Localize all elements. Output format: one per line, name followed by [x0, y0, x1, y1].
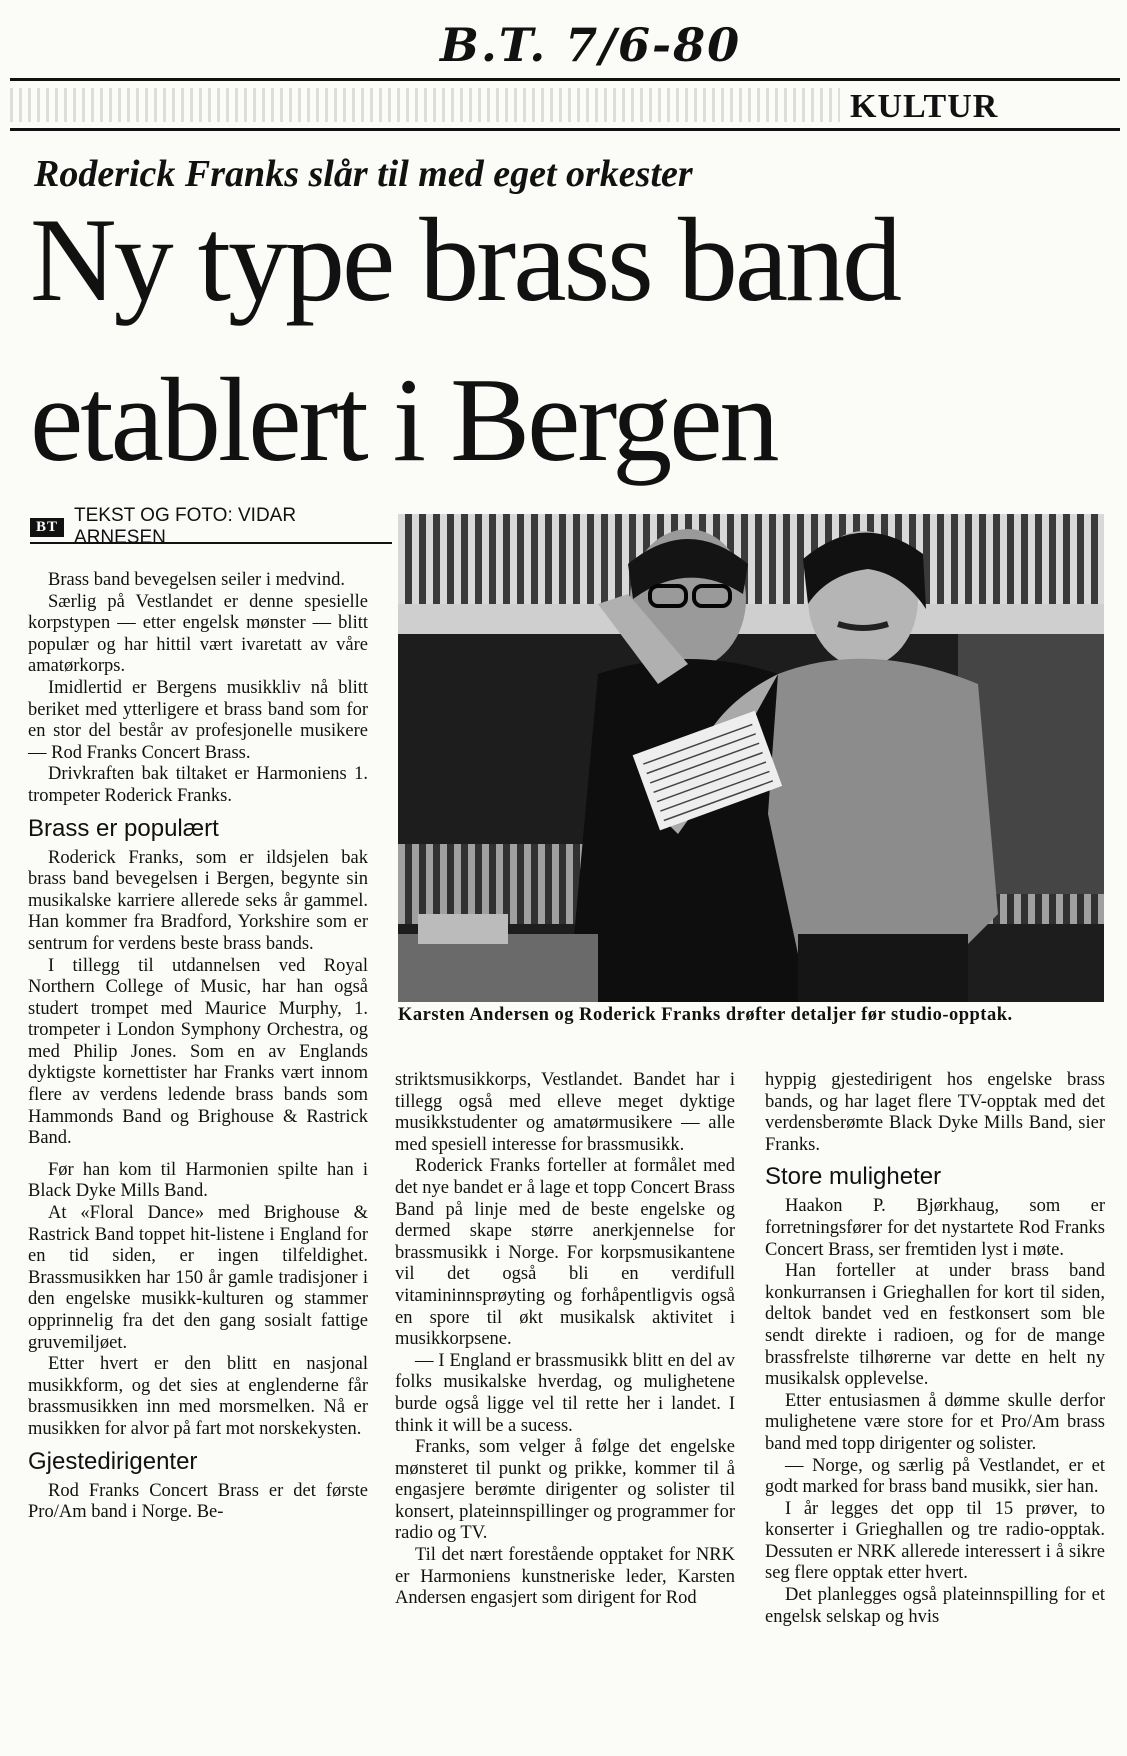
kicker-headline: Roderick Franks slår til med eget orkester: [34, 153, 693, 195]
paragraph: Han forteller at under brass band konkurransen i Grieghallen for kort til siden, deltok bandet ved en festkonsert som ble sendt direkte i radioen, og for de mange brassfrelste tilhørerne var dette en helt ny musikalsk opplevelse.: [765, 1261, 1105, 1390]
article-photo: [398, 514, 1104, 1002]
paragraph: Roderick Franks forteller at formålet med det nye bandet er å lage et topp Concert Brass Band på linje med de beste engelske og dermed skape større anerkjennelse for brassmusikk i Norge. For korpsmusikantene vil det også bli en verdifull vitamininnsprøyting og forhåpentligvis også en spore til økt musikalsk aktivitet i musikkorpsene.: [395, 1156, 735, 1350]
paragraph: Rod Franks Concert Brass er det første Pro/Am band i Norge. Be-: [28, 1480, 368, 1523]
article-column-2: [395, 1070, 735, 1610]
subheading: Brass er populært: [28, 814, 219, 842]
top-rule: [10, 78, 1120, 81]
section-label: KULTUR: [850, 88, 999, 125]
article-column-3: [765, 1070, 1105, 1628]
section-rule: [10, 128, 1120, 131]
article-column-1: [28, 570, 368, 1524]
photo-illustration: [398, 514, 1104, 1002]
byline: [30, 505, 392, 548]
paragraph: hyppig gjestedirigent hos engelske brass bands, og har laget flere TV-opptak med det verdensberømte Black Dyke Mills Band, sier Franks.: [765, 1070, 1105, 1155]
handwritten-date-note: B.T. 7/6-80: [440, 18, 742, 72]
subheading: Gjestedirigenter: [28, 1447, 198, 1475]
headline-line-2: etablert i Bergen: [30, 353, 777, 486]
subheading: Store muligheter: [765, 1163, 942, 1191]
faded-bleed-through: [10, 88, 840, 122]
headline-line-1: Ny type brass band: [30, 193, 900, 326]
paragraph: Det planlegges også plateinnspilling for et engelsk selskap og hvis: [765, 1585, 1105, 1627]
paragraph: Haakon P. Bjørkhaug, som er forretningsfører for det nystartete Rod Franks Concert Brass, ser fremtiden lyst i møte.: [765, 1196, 1105, 1260]
paragraph: Særlig på Vestlandet er denne spesielle korpstypen — etter engelsk mønster — blitt populær og har hittil vært ivaretatt av våre amatørkorps.: [28, 591, 368, 677]
paragraph: Brass band bevegelsen seiler i medvind.: [48, 570, 345, 590]
paragraph: I år legges det opp til 15 prøver, to konserter i Grieghallen og tre radio-opptak. Dessuten er NRK allerede interessert i å sikre seg flere opptak etter hvert.: [765, 1498, 1105, 1584]
paragraph: — I England er brassmusikk blitt en del av folks musikalske hverdag, og mulighetene burde også ligge vel til rette her i landet. I think it will be a sucess.: [395, 1350, 735, 1436]
paragraph: Franks, som velger å følge det engelske mønsteret til punkt og prikke, kommer til å engasjere berømte dirigenter og solister til konsert, plateinnspillinger og programmer for radio og TV.: [395, 1437, 735, 1544]
paragraph: Roderick Franks, som er ildsjelen bak brass band bevegelsen i Bergen, begynte sin musikalske karriere allerede seks år gammel. Han kommer fra Bradford, Yorkshire som er sentrum for verdens beste brass bands.: [28, 847, 368, 954]
paragraph: Etter entusiasmen å dømme skulle derfor mulighetene være store for et Pro/Am brass band med topp dirigenter og solister.: [765, 1390, 1105, 1454]
paragraph: Til det nært forestående opptaket for NRK er Harmoniens kunstneriske leder, Karsten Andersen engasjert som dirigent for Rod: [395, 1545, 735, 1609]
paragraph: Etter hvert er den blitt en nasjonal musikkform, og det sies at englenderne får brassmusikken inn med morsmelken. Nå er musikken for alvor på fart mot norskekysten.: [28, 1354, 368, 1439]
byline-text: TEKST OG FOTO: VIDAR ARNESEN: [74, 505, 297, 548]
paragraph: At «Floral Dance» med Brighouse & Rastrick Band toppet hit-listene i England for en tid siden, er ingen tilfeldighet. Brassmusikken har 150 år gamle tradisjoner i den engelske musikk-kulturen og stammer opprinnelig fra det den gang sosialt fattige gruvemiljøet.: [28, 1203, 368, 1353]
paragraph: — Norge, og særlig på Vestlandet, er et godt marked for brass band musikk, sier han.: [765, 1455, 1105, 1498]
paragraph: Drivkraften bak tiltaket er Harmoniens 1. trompeter Roderick Franks.: [28, 764, 368, 806]
photo-caption: Karsten Andersen og Roderick Franks drøfter detaljer før studio-opptak.: [398, 1005, 1013, 1025]
paragraph: I tillegg til utdannelsen ved Royal Northern College of Music, har han også studert trompet med Maurice Murphy, 1. trompeter i London Symphony Orchestra, og med Philip Jones. Som en av Englands dyktigste kornettister har Franks vært innom flere av verdens ledende brass bands som Hammonds Band og Brighouse & Rastrick Band.: [28, 955, 368, 1149]
bt-logo: BT: [30, 518, 64, 537]
paragraph: Før han kom til Harmonien spilte han i Black Dyke Mills Band.: [28, 1159, 368, 1202]
paragraph: striktsmusikkorps, Vestlandet. Bandet har i tillegg også med elleve meget dyktige musikkstudenter og amatørmusikere — alle med spesiell interesse for brassmusikk.: [395, 1070, 735, 1155]
paragraph: Imidlertid er Bergens musikkliv nå blitt beriket med ytterligere et brass band som for en stor del består av profesjonelle musikere — Rod Franks Concert Brass.: [28, 677, 368, 763]
